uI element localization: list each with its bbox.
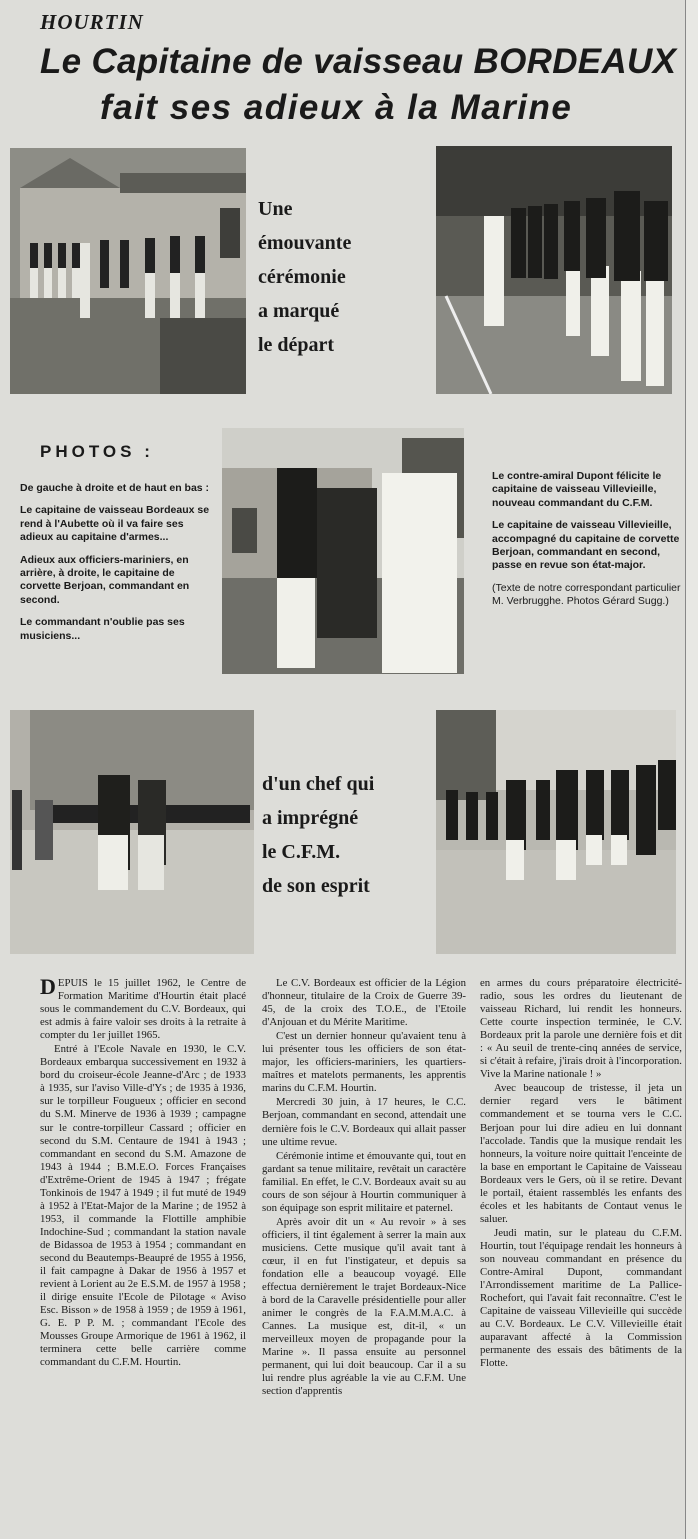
kicker-location: HOURTIN: [40, 10, 144, 34]
article-text: EPUIS le 15 juillet 1962, le Centre de Formation Maritime d'Hourtin était placé sous le commandement du C.V. Bordeaux, qui est admis à faire valoir ses droits à la retraite à compter du 1er juillet 1965.: [40, 977, 246, 1042]
caption-right: [492, 470, 684, 618]
photo-handshake: [222, 428, 464, 674]
headline-bottom-block: [262, 767, 374, 903]
adjacent-page-edge: [685, 0, 698, 1539]
headline-top-line: le départ: [258, 334, 335, 356]
headline-top-line: cérémonie: [258, 266, 346, 288]
article-paragraph: Cérémonie intime et émouvante qui, tout en gardant sa tenue militaire, revêtait un caractère familial. En effet, le C.V. Bordeaux avait su au cours de son séjour à Hourtin communiquer à son équipage son esprit militaire et paternel.: [262, 1149, 466, 1214]
headline-top-line: Une: [258, 198, 293, 220]
article-column-3: [480, 977, 682, 1371]
article-paragraph: Jeudi matin, sur le plateau du C.F.M. Hourtin, tout l'équipage rendait les honneurs à son nouveau commandant en présence du Contre-Amiral Dupont, commandant l'Arrondissement maritime de La Pallice-Rochefort, qui l'avait fait reconnaître. C'est le Capitaine de vaisseau Villevieille qui succède au C.V. Bordeaux. Le C.V. Villevieille était auparavant affecté à la Commission permanente des essais des bâtiments de la Flotte.: [480, 1226, 682, 1370]
drop-cap: D: [40, 974, 56, 999]
caption-text: De gauche à droite et de haut en bas :: [20, 482, 210, 494]
headline-top-line: a marqué: [258, 300, 340, 322]
caption-left: [20, 482, 210, 652]
photo-musicians: [10, 710, 254, 954]
headline-top-block: [258, 192, 351, 362]
article-column-2: [262, 977, 466, 1400]
caption-text: Le contre-amiral Dupont félicite le capitaine de vaisseau Villevieille, nouveau commandant du C.F.M.: [492, 470, 662, 509]
headline-bottom-line: le C.F.M.: [262, 841, 341, 863]
caption-text: Le capitaine de vaisseau Bordeaux se rend à l'Aubette où il va faire ses adieux au capitaine d'armes...: [20, 504, 210, 544]
article-paragraph: [40, 974, 246, 1042]
headline-bottom-line: d'un chef qui: [262, 773, 375, 795]
article-paragraph: C'est un dernier honneur qu'avaient tenu à lui présenter tous les officiers de son état-major, les officiers-mariniers, les quartiers-maîtres et matelots permanents, les apprentis marins du C.F.M. Hourtin.: [262, 1030, 466, 1095]
headline-line-2: fait ses adieux à la Marine: [100, 88, 573, 127]
caption-text: Le commandant n'oublie pas ses musiciens...: [20, 616, 185, 642]
headline-line-1: Le Capitaine de vaisseau BORDEAUX: [40, 42, 677, 81]
article-paragraph: Le C.V. Bordeaux est officier de la Légion d'honneur, titulaire de la Croix de Guerre 39-45, de la croix des T.O.E., de l'Etoile d'Anjouan et du Mérite Maritime.: [262, 977, 466, 1029]
photo-credit: (Texte de notre correspondant particulier M. Verbrugghe. Photos Gérard Sugg.): [492, 581, 681, 608]
photos-heading: PHOTOS :: [40, 442, 154, 461]
photo-review: [436, 710, 676, 954]
caption-text: Adieux aux officiers-mariniers, en arrière, à droite, le capitaine de corvette Berjoan, commandant en second.: [20, 553, 190, 606]
article-paragraph: Après avoir dit un « Au revoir » à ses officiers, il tint également à serrer la main aux musiciens. Cette musique qu'il avait tant à cœur, il en fut l'instigateur, et depuis sa fondation elle a beaucoup voyagé. Elle effectua dernièrement le trajet Bordeaux-Nice à bord de la Caravelle présidentielle pour aller animer le congrès de la F.A.M.M.A.C. à Cannes. La musique est, dit-il, « un merveilleux moyen de propagande pour la Marine ». Il passa ensuite au personnel permanent, qui lui doit beaucoup. Car il a su lui rendre plus agréable la vie au C.F.M. Une section d'apprentis: [262, 1215, 466, 1398]
photo-officers-line: [436, 146, 672, 394]
article-paragraph: en armes du cours préparatoire électricité-radio, sous les ordres du lieutenant de vaisseau Richard, lui rendit les honneurs. Cette courte inspection terminée, le C.V. Bordeaux prit la parole une dernière fois et dit : « Au seuil de trente-cinq années de service, si c'était à refaire, j'irais droit à l'incorporation. Vive la Marine nationale ! »: [480, 977, 682, 1081]
photo-aubette-building: [10, 148, 246, 394]
article-column-1: [40, 974, 246, 1370]
headline-bottom-line: de son esprit: [262, 875, 370, 897]
article-paragraph: Entré à l'Ecole Navale en 1930, le C.V. Bordeaux embarqua successivement en 1932 à bord du croiseur-école Jeanne-d'Arc ; de 1933 à 1935, sur l'aviso Ville-d'Ys ; de 1935 à 1936, sur le torpilleur Fougueux ; officier en second du S.M. Minerve de 1936 à 1939 ; campagne sur le contre-torpilleur Cassard ; officier en second du S.M. Centaure de 1941 à 1943 ; commandant en second du S.M. Amazone de 1943 à 1944 ; B.M.E.O. Forces Françaises d'Extrême-Orient de 1945 à 1947 ; frégate Tonkinois de 1947 à 1949 ; il fut muté de 1949 à 1952 à l'Etat-Major de la Marine ; de 1952 à 1953, il commande la Flottille amphibie Indochine-Sud ; commandant la station navale de Bidassoa de 1953 à 1954 ; commandant en second du Beautemps-Beaupré de 1955 à 1956, il fait campagne à Dakar de 1956 à 1957 et revient à Lorient au 2e E.S.M. de 1957 à 1958 ; il dirige ensuite l'Ecole de Pilotage « Aviso Esc. Bisson » de 1958 à 1959 ; de 1959 à 1961, G. E. P P. M. ; commandant l'Ecole des Mousses Groupe Armorique de 1961 à 1962, il terminera cette belle carrière comme commandant du C.F.M. Hourtin.: [40, 1043, 246, 1369]
headline-bottom-line: a imprégné: [262, 807, 359, 829]
headline-top-line: émouvante: [258, 232, 352, 254]
caption-text: Le capitaine de vaisseau Villevieille, accompagné du capitaine de corvette Berjoan, commandant en second, passe en revue son état-major.: [492, 519, 680, 572]
article-paragraph: Mercredi 30 juin, à 17 heures, le C.C. Berjoan, commandant en second, attendait une dernière fois le C.V. Bordeaux qui allait passer une ultime revue.: [262, 1096, 466, 1148]
article-paragraph: Avec beaucoup de tristesse, il jeta un dernier regard vers le bâtiment commandement et se tourna vers le C.C. Berjoan pour lui dire adieu en lui donnant l'accolade. Tandis que la musique rendait les honneurs, la voiture noire quittait l'enceinte de la base en emportant le Capitaine de Vaisseau Bordeaux vers le Gers, où il se retire. Devant le portail, étaient rassemblés les enfants des écoles et les habitants de Contaut venus le saluer.: [480, 1082, 682, 1225]
